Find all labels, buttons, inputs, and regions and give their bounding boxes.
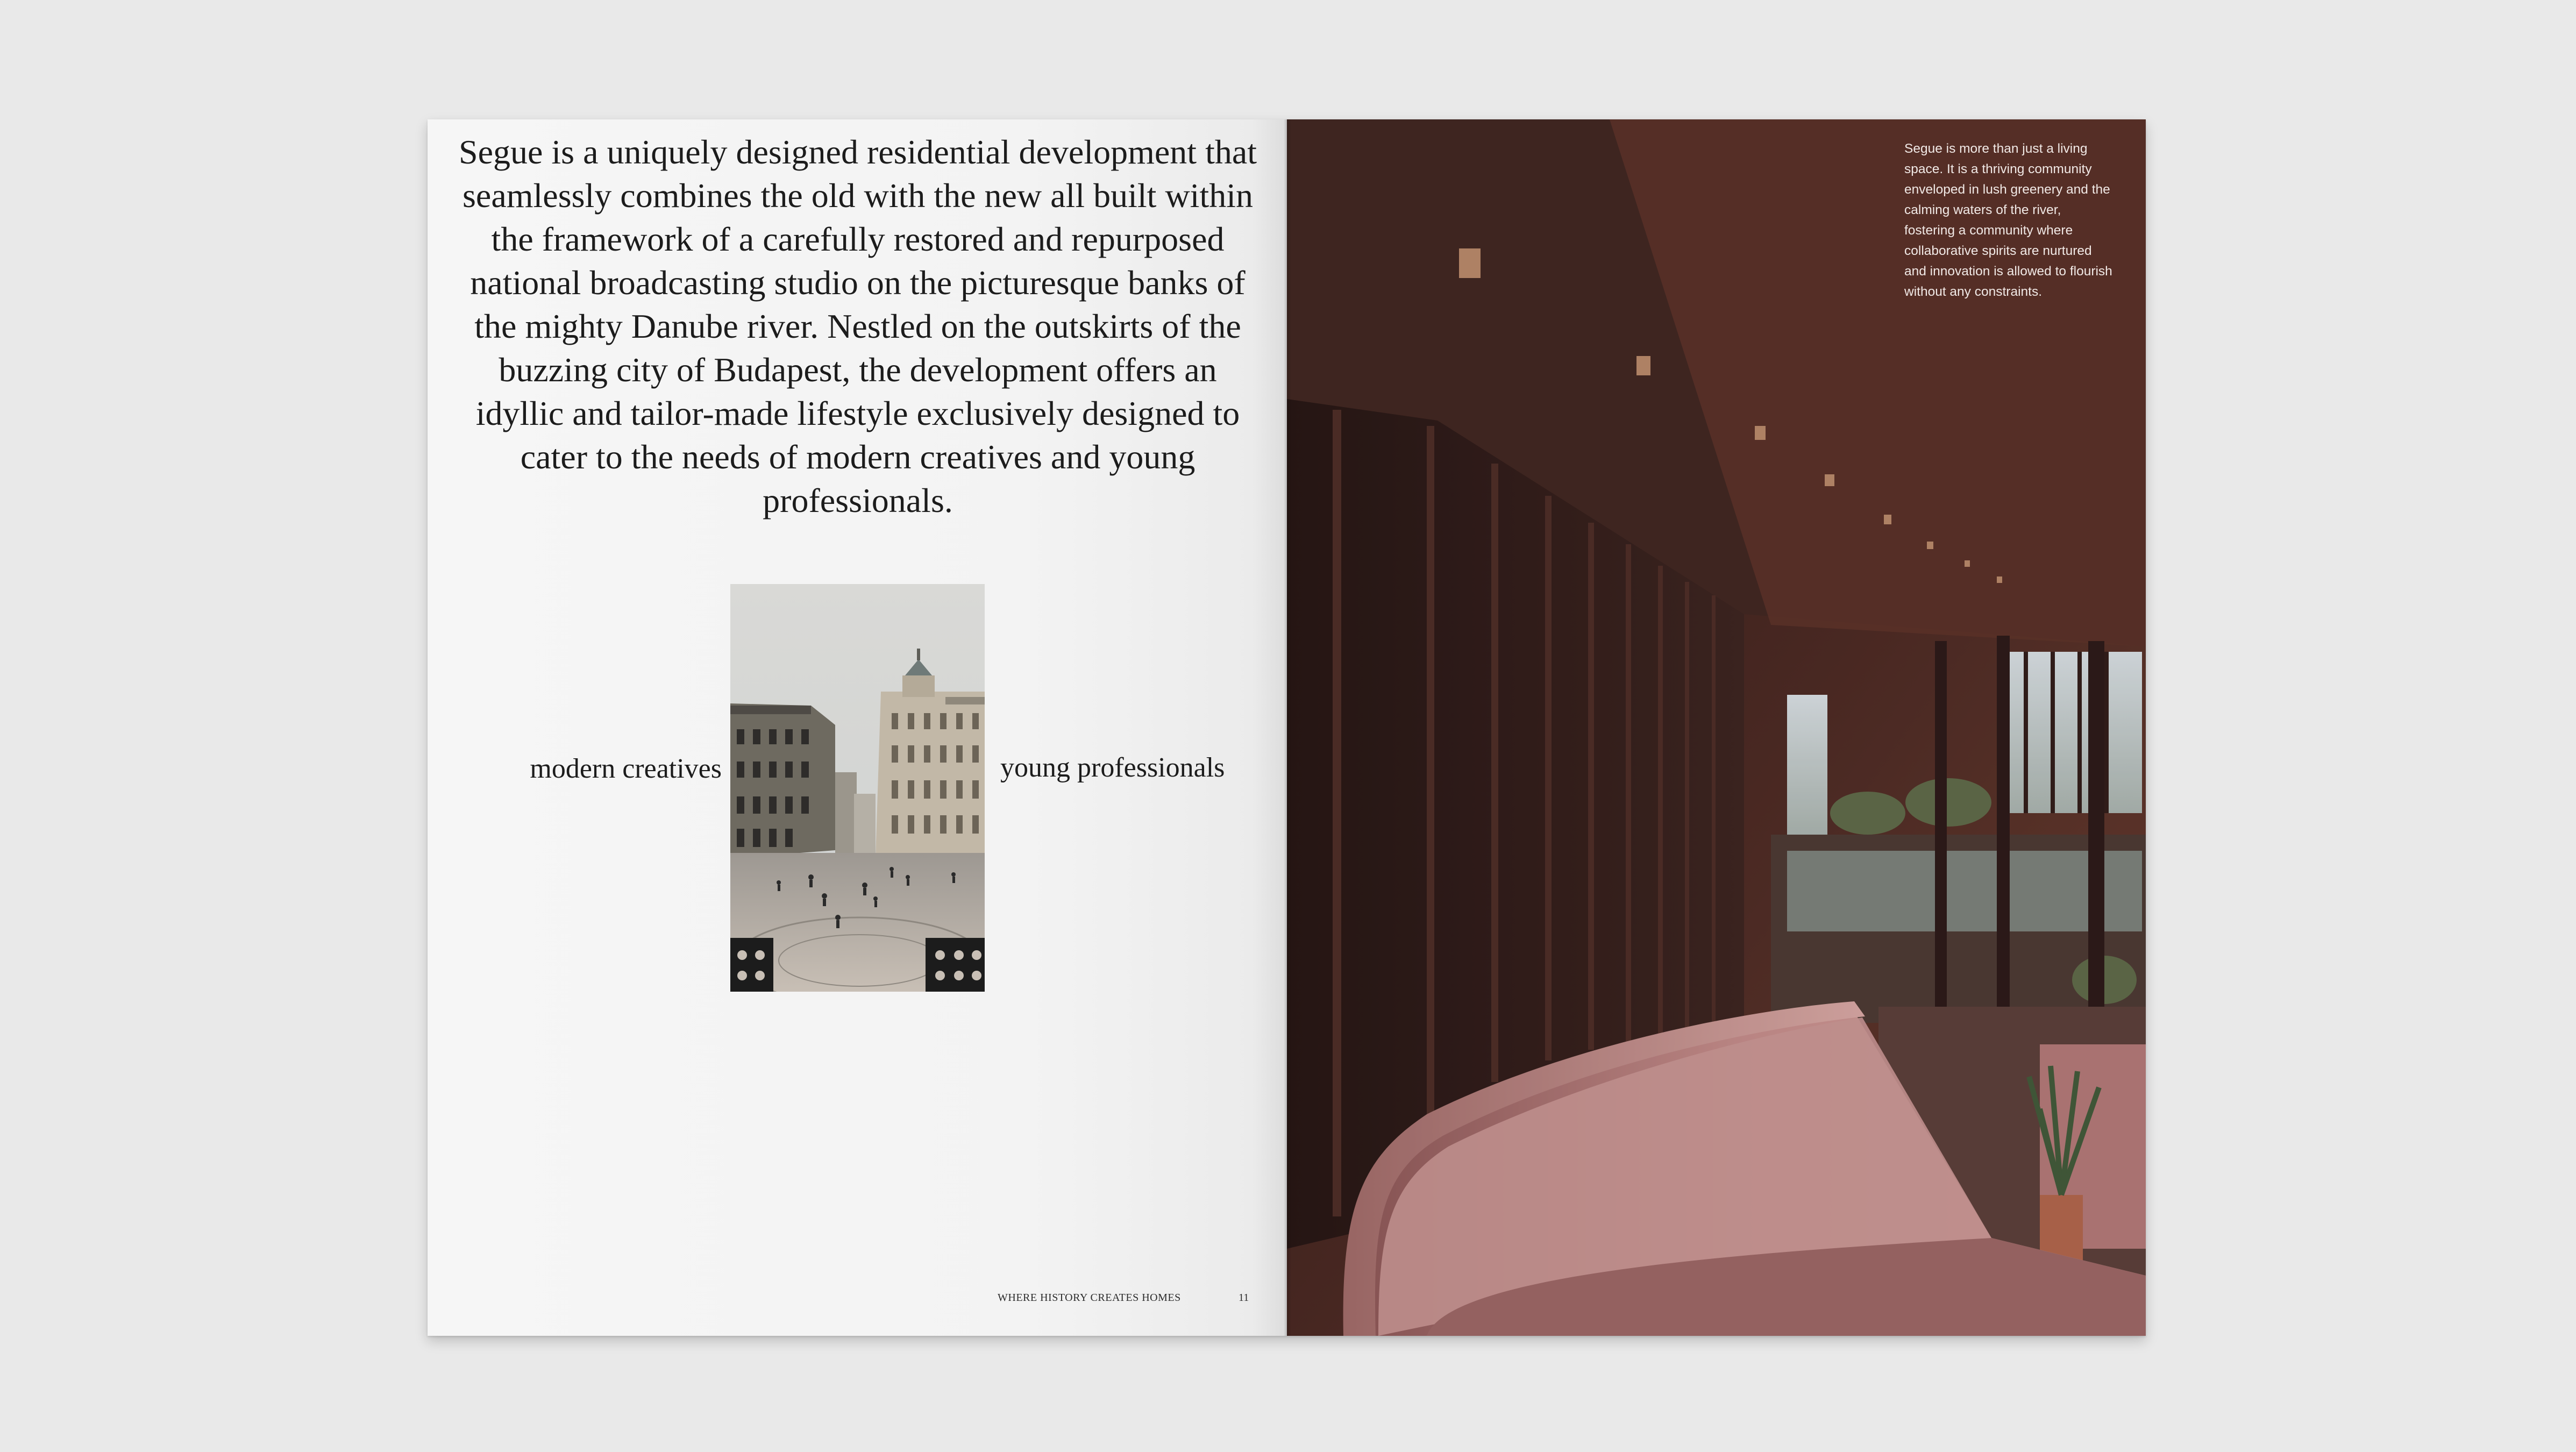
right-page <box>1287 119 2146 1336</box>
caption-modern-creatives: modern creatives <box>530 753 722 784</box>
budapest-street-photo <box>730 584 985 992</box>
page-gutter-shadow <box>1284 119 1291 1336</box>
running-footer-title: WHERE HISTORY CREATES HOMES <box>998 1292 1181 1304</box>
left-page <box>428 119 1287 1336</box>
intro-paragraph: Segue is a uniquely designed residential development that seamlessly combines the old with the new all built within the framework of a carefully restored and repurposed national broadcasting studio on the picturesque banks of the mighty Danube river. Nestled on the outskirts of the buzzing city of Budapest, the development offers an idyllic and tailor-made lifestyle exclusively designed to cater to the needs of modern creatives and young professionals. <box>458 133 1257 519</box>
side-note-text: Segue is more than just a living space. It is a thriving community enveloped in lush greenery and the calming waters of the river, fostering a community where collaborative spirits are nurtured and innovation is allowed to flourish without any constraints. <box>1904 141 2112 299</box>
magazine-spread <box>428 119 2146 1336</box>
caption-young-professionals: young professionals <box>1000 752 1225 783</box>
page-number: 11 <box>1239 1292 1249 1304</box>
